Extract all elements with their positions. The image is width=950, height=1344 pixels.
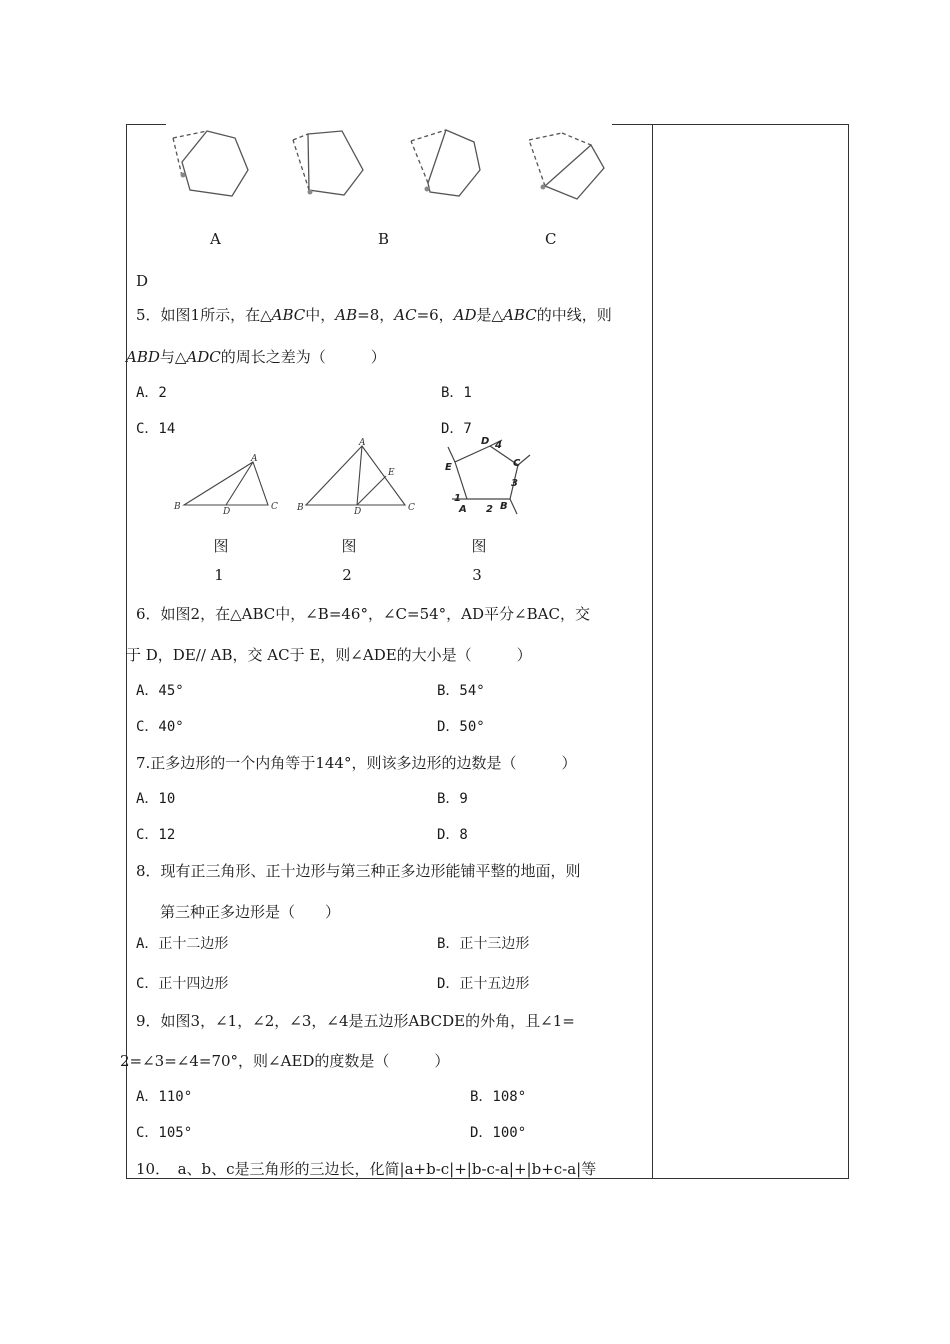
q9-option-d[interactable]: D．100° xyxy=(470,1125,527,1141)
q6-option-d[interactable]: D．50° xyxy=(437,719,485,735)
q5-option-a[interactable]: A．2 xyxy=(136,385,167,401)
q8-option-a[interactable]: A．正十二边形 xyxy=(136,936,229,952)
figure-2-caption-top: 图 xyxy=(341,537,357,555)
q9-option-c[interactable]: C．105° xyxy=(136,1125,193,1141)
fig2-label-c: C xyxy=(408,503,415,513)
q8-stem-line1: 8．现有正三角形、正十边形与第三种正多边形能铺平整的地面，则 xyxy=(136,862,581,880)
figure-3-pentagon xyxy=(0,0,950,520)
q4-choice-c-label[interactable]: C xyxy=(545,230,557,248)
q6-stem-line1: 6．如图2，在△ABC中，∠B=46°，∠C=54°，AD平分∠BAC，交 xyxy=(136,605,590,623)
fig3-label-b: B xyxy=(500,501,508,512)
q9-option-b[interactable]: B．108° xyxy=(470,1089,527,1105)
q8-option-d[interactable]: D．正十五边形 xyxy=(437,976,530,992)
q8-option-c[interactable]: C．正十四边形 xyxy=(136,976,229,992)
q4-choice-a-label[interactable]: A xyxy=(210,230,221,248)
q7-option-c[interactable]: C．12 xyxy=(136,827,176,843)
fig3-label-4: 4 xyxy=(495,440,502,451)
q7-option-d[interactable]: D．8 xyxy=(437,827,468,843)
fig2-label-a: A xyxy=(359,438,366,448)
figure-3-caption-bottom: 3 xyxy=(472,566,482,584)
fig2-label-b: B xyxy=(297,503,304,513)
q9-stem-line2: 2=∠3=∠4=70°，则∠AED的度数是（ ） xyxy=(120,1052,450,1070)
figure-1-caption-bottom: 1 xyxy=(214,566,224,584)
fig3-label-c: C xyxy=(513,458,521,469)
figure-3-caption-top: 图 xyxy=(471,537,487,555)
q5-option-c[interactable]: C．14 xyxy=(136,421,176,437)
q6-option-c[interactable]: C．40° xyxy=(136,719,184,735)
q5-stem-line1: 5．如图1所示，在△ABC中，AB=8，AC=6，AD是△ABC的中线，则 xyxy=(136,306,612,324)
fig3-label-d: D xyxy=(481,436,490,447)
q7-option-b[interactable]: B．9 xyxy=(437,791,468,807)
fig1-label-b: B xyxy=(174,502,181,512)
q9-option-a[interactable]: A．110° xyxy=(136,1089,193,1105)
q8-stem-line2: 第三种正多边形是（ ） xyxy=(160,903,341,921)
q6-option-b[interactable]: B．54° xyxy=(437,683,485,699)
fig3-label-a: A xyxy=(459,504,467,515)
fig1-label-a: A xyxy=(251,454,258,464)
fig1-label-c: C xyxy=(271,502,278,512)
q7-option-a[interactable]: A．10 xyxy=(136,791,176,807)
fig1-label-d: D xyxy=(223,507,231,517)
q5-stem-line2: ABD与△ADC的周长之差为（ ） xyxy=(126,348,386,366)
fig2-label-d: D xyxy=(354,507,362,517)
fig2-label-e: E xyxy=(388,468,395,478)
fig3-label-e: E xyxy=(445,462,452,473)
q10-stem-line1: 10． a、b、c是三角形的三边长，化简|a+b-c|+|b-c-a|+|b+c-a|等 xyxy=(136,1160,597,1178)
q5-option-b[interactable]: B．1 xyxy=(441,385,472,401)
figure-1-caption-top: 图 xyxy=(213,537,229,555)
q6-stem-line2: 于 D，DE// AB，交 AC于 E，则∠ADE的大小是（ ） xyxy=(126,646,532,664)
q4-choice-d-label[interactable]: D xyxy=(136,272,149,290)
q7-stem-line1: 7.正多边形的一个内角等于144°，则该多边形的边数是（ ） xyxy=(136,754,577,772)
fig3-label-2: 2 xyxy=(486,504,493,515)
q8-option-b[interactable]: B．正十三边形 xyxy=(437,936,530,952)
fig3-label-1: 1 xyxy=(454,493,461,504)
q4-choice-b-label[interactable]: B xyxy=(378,230,390,248)
table-bottom-border xyxy=(126,1178,849,1179)
q9-stem-line1: 9．如图3，∠1，∠2，∠3，∠4是五边形ABCDE的外角，且∠1= xyxy=(136,1012,575,1030)
q6-option-a[interactable]: A．45° xyxy=(136,683,184,699)
fig3-label-3: 3 xyxy=(511,478,518,489)
figure-2-caption-bottom: 2 xyxy=(342,566,352,584)
q5-option-d[interactable]: D．7 xyxy=(441,421,472,437)
